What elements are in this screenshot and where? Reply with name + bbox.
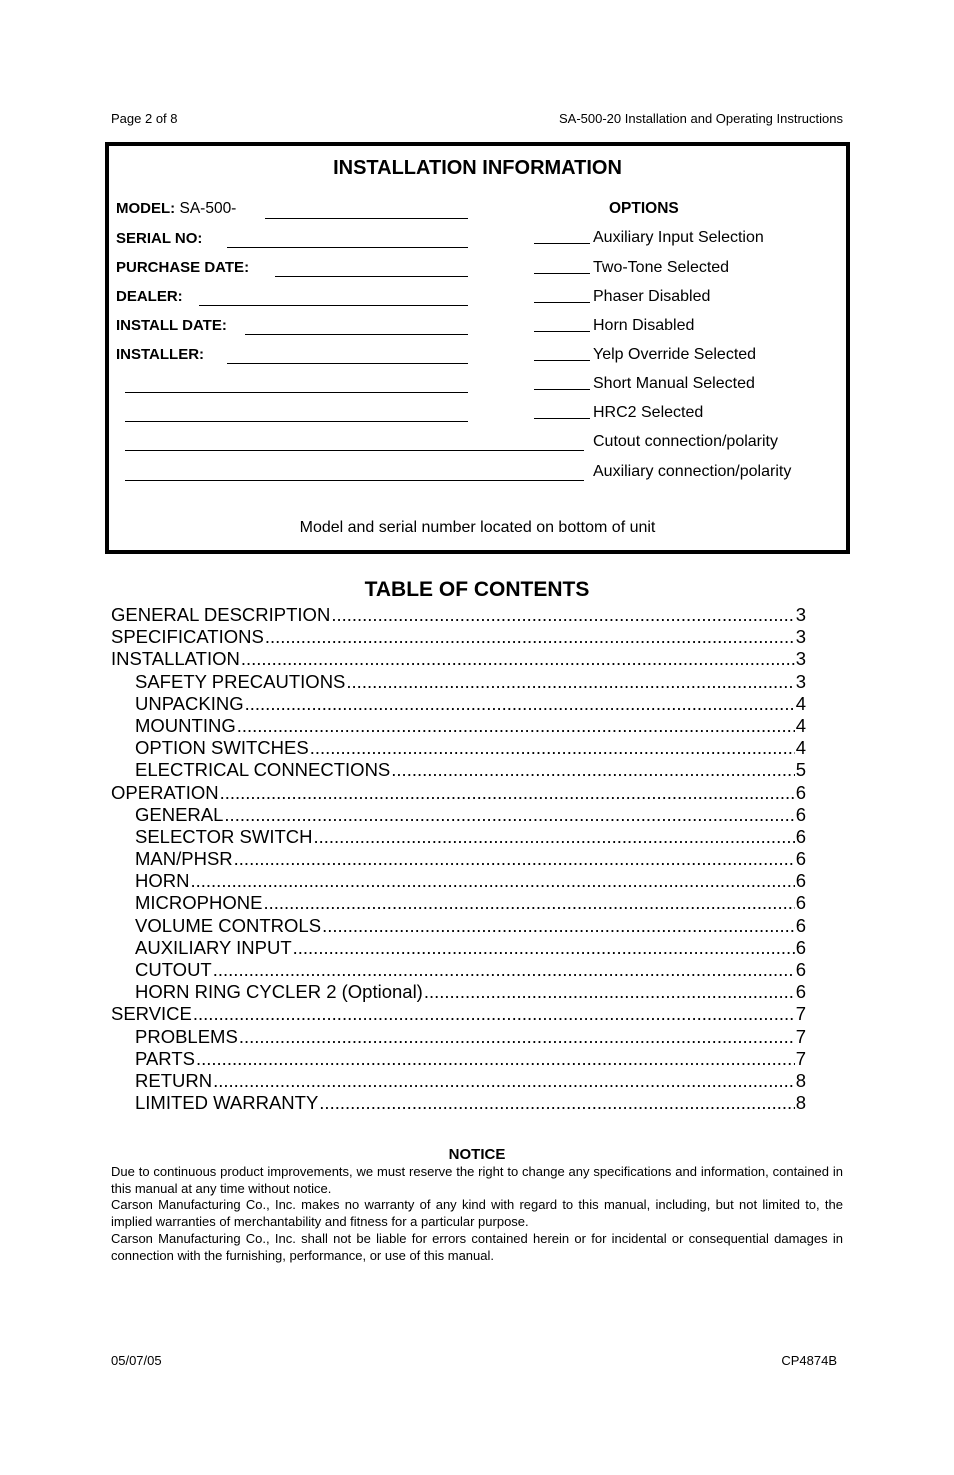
serial-blank[interactable]	[227, 247, 468, 248]
toc-leader-dots	[322, 915, 795, 937]
toc-entry-title: RETURN	[135, 1069, 213, 1091]
toc-leader-dots	[391, 759, 794, 781]
purchase-date-field	[116, 259, 249, 277]
toc-entry-page: 4	[795, 714, 806, 736]
notice-paragraph: Carson Manufacturing Co., Inc. makes no warranty of any kind with regard to this manual, including, but not limited to, the implied warranties of merchantability and fitness for a particular purpose.	[111, 1197, 843, 1230]
option-check-line[interactable]	[534, 229, 590, 244]
toc-entry-page: 7	[795, 1047, 806, 1069]
toc-leader-dots	[213, 1070, 795, 1092]
toc-entry[interactable]	[111, 826, 806, 848]
toc-entry-title: CUTOUT	[135, 959, 212, 980]
toc-entry[interactable]	[111, 1003, 806, 1025]
toc-entry-title: ELECTRICAL CONNECTIONS	[135, 759, 391, 781]
toc-entry-page: 3	[795, 626, 806, 648]
toc-entry-page: 6	[795, 914, 806, 936]
page-number: Page 2 of 8	[111, 111, 178, 126]
toc-entry[interactable]	[111, 759, 806, 781]
purchase-date-label: PURCHASE DATE:	[116, 259, 250, 276]
install-date-blank[interactable]	[245, 334, 468, 335]
toc-entry[interactable]	[111, 1048, 806, 1070]
toc-leader-dots	[293, 937, 795, 959]
notice-paragraph: Due to continuous product improvements, we must reserve the right to change any specifications and information, contained in this manual at any time without notice.	[111, 1164, 843, 1196]
toc-leader-dots	[263, 892, 794, 914]
footer-code: CP4874B	[781, 1353, 837, 1368]
notice-title: NOTICE	[448, 1146, 506, 1163]
toc-entry-page: 6	[795, 781, 806, 803]
option-check-line[interactable]	[534, 375, 590, 390]
auxiliary-blank[interactable]	[125, 480, 584, 481]
toc-entry[interactable]	[111, 981, 806, 1003]
toc-entry[interactable]	[111, 870, 806, 892]
notice-paragraph: Carson Manufacturing Co., Inc. shall not be liable for errors contained herein or for incidental or consequential damages in connection with the furnishing, performance, or use of this manual.	[111, 1230, 843, 1263]
toc-entry-page: 6	[795, 981, 806, 1003]
toc-entry-title: SAFETY PRECAUTIONS	[135, 670, 346, 692]
option-check-line[interactable]	[534, 259, 590, 274]
footer-date: 05/07/05	[111, 1353, 162, 1368]
install-date-label: INSTALL DATE:	[116, 317, 227, 334]
toc-entry-page: 6	[795, 892, 806, 914]
option-auxiliary-input: Auxiliary Input Selection	[534, 229, 764, 247]
document-title: SA-500-20 Installation and Operating Instructions	[558, 111, 843, 126]
toc-leader-dots	[241, 648, 795, 670]
toc-entry-title: PARTS	[135, 1047, 195, 1069]
toc-entry-title: INSTALLATION	[111, 648, 240, 670]
toc-entry-title: LIMITED WARRANTY	[135, 1092, 319, 1114]
installation-info-title: INSTALLATION INFORMATION	[333, 157, 622, 179]
toc-entry-page: 3	[795, 604, 806, 625]
toc-entry[interactable]	[111, 671, 806, 693]
option-check-line[interactable]	[534, 317, 590, 332]
toc-entry-title: SERVICE	[111, 1003, 192, 1025]
toc-entry[interactable]	[111, 804, 806, 826]
toc-entry-title: PROBLEMS	[135, 1025, 238, 1047]
toc-entry[interactable]	[111, 737, 806, 759]
toc-entry[interactable]	[111, 937, 806, 959]
option-hrc2: HRC2 Selected	[534, 404, 703, 422]
installer-blank[interactable]	[227, 363, 468, 364]
toc-entry-title: MOUNTING	[135, 714, 236, 736]
option-yelp-override: Yelp Override Selected	[534, 346, 756, 364]
install-date-field	[116, 317, 227, 335]
model-field	[116, 200, 236, 218]
toc-entry-page: 3	[795, 648, 806, 670]
toc-entry-page: 6	[795, 848, 806, 870]
toc-leader-dots	[237, 715, 795, 737]
toc-entry-page: 6	[795, 825, 806, 847]
option-phaser-disabled: Phaser Disabled	[534, 288, 710, 306]
toc-leader-dots	[319, 1092, 794, 1114]
toc-leader-dots	[313, 826, 794, 848]
model-prefix: SA-500-	[179, 200, 237, 217]
toc-leader-dots	[190, 870, 794, 892]
toc-entry[interactable]	[111, 848, 806, 870]
toc-entry-title: OPTION SWITCHES	[135, 737, 309, 759]
toc-entry-page: 6	[795, 803, 806, 825]
toc-entry[interactable]	[111, 1092, 806, 1114]
toc-entry-title: AUXILIARY INPUT	[135, 936, 292, 958]
toc-entry-title: SPECIFICATIONS	[111, 626, 264, 648]
dealer-field	[116, 288, 183, 306]
option-check-line[interactable]	[534, 288, 590, 303]
toc-entry-title: MAN/PHSR	[135, 848, 233, 870]
notice-text	[111, 1164, 843, 1264]
toc-leader-dots	[196, 1048, 795, 1070]
toc-entry[interactable]	[111, 626, 806, 648]
toc-entry[interactable]	[111, 715, 806, 737]
toc-entry-page: 7	[795, 1025, 806, 1047]
serial-label: SERIAL NO:	[116, 230, 203, 247]
toc-leader-dots	[220, 782, 795, 804]
purchase-date-blank[interactable]	[275, 276, 468, 277]
installer-field	[116, 346, 204, 364]
option-auxiliary-polarity: Auxiliary connection/polarity	[593, 463, 792, 480]
toc-entry[interactable]	[111, 782, 806, 804]
toc-entry-page: 7	[795, 1003, 806, 1025]
toc-entry-title: OPERATION	[111, 781, 219, 803]
toc-entry-page: 6	[795, 936, 806, 958]
dealer-label: DEALER:	[116, 288, 183, 305]
extra-blank-2[interactable]	[125, 421, 468, 422]
toc-entry-page: 4	[795, 692, 806, 714]
toc-leader-dots	[265, 626, 795, 648]
toc-entry-title: SELECTOR SWITCH	[135, 825, 313, 847]
toc-leader-dots	[213, 959, 795, 981]
option-cutout-polarity: Cutout connection/polarity	[593, 433, 778, 450]
toc-entry[interactable]	[111, 648, 806, 670]
option-two-tone: Two-Tone Selected	[534, 259, 729, 277]
toc-leader-dots	[193, 1003, 795, 1025]
toc-title: TABLE OF CONTENTS	[364, 578, 590, 601]
toc-leader-dots	[310, 737, 795, 759]
toc-entry[interactable]	[111, 693, 806, 715]
extra-blank-1[interactable]	[125, 392, 468, 393]
option-check-line[interactable]	[534, 346, 590, 361]
toc-entry-title: HORN	[135, 870, 190, 892]
toc-leader-dots	[234, 848, 795, 870]
toc-entry[interactable]	[111, 1026, 806, 1048]
cutout-blank[interactable]	[125, 450, 584, 451]
toc-leader-dots	[239, 1026, 795, 1048]
toc-entry-title: GENERAL DESCRIPTION	[111, 604, 331, 625]
toc-entry-page: 5	[795, 759, 806, 781]
toc-entry-page: 8	[795, 1069, 806, 1091]
model-serial-location-note: Model and serial number located on bottom of unit	[299, 519, 656, 536]
toc-entry-title: VOLUME CONTROLS	[135, 914, 322, 936]
toc-entry-title: GENERAL	[135, 803, 224, 825]
dealer-blank[interactable]	[199, 305, 468, 306]
model-blank[interactable]	[265, 218, 468, 219]
option-check-line[interactable]	[534, 404, 590, 419]
toc-entry[interactable]	[111, 892, 806, 914]
installation-information-box	[105, 142, 850, 554]
toc-entry-page: 8	[795, 1092, 806, 1114]
toc-entry[interactable]	[111, 959, 806, 981]
toc-entry-page: 4	[795, 737, 806, 759]
toc-entry-title: MICROPHONE	[135, 892, 263, 914]
serial-field	[116, 230, 202, 248]
toc-entry-page: 6	[795, 959, 806, 980]
toc-leader-dots	[245, 693, 795, 715]
toc-entry[interactable]	[111, 604, 806, 626]
toc-leader-dots	[424, 981, 795, 1003]
table-of-contents	[111, 604, 806, 1114]
toc-leader-dots	[224, 804, 794, 826]
model-label: MODEL:	[116, 200, 176, 217]
toc-leader-dots	[331, 604, 794, 626]
toc-entry-title: HORN RING CYCLER 2 (Optional)	[135, 981, 423, 1003]
toc-entry-page: 3	[795, 670, 806, 692]
option-horn-disabled: Horn Disabled	[534, 317, 694, 335]
toc-entry-title: UNPACKING	[135, 692, 244, 714]
installer-label: INSTALLER:	[116, 346, 205, 363]
options-title: OPTIONS	[609, 200, 679, 217]
option-short-manual: Short Manual Selected	[534, 375, 755, 393]
toc-leader-dots	[346, 671, 794, 693]
toc-entry[interactable]	[111, 1070, 806, 1092]
toc-entry-page: 6	[795, 870, 806, 892]
toc-entry[interactable]	[111, 915, 806, 937]
